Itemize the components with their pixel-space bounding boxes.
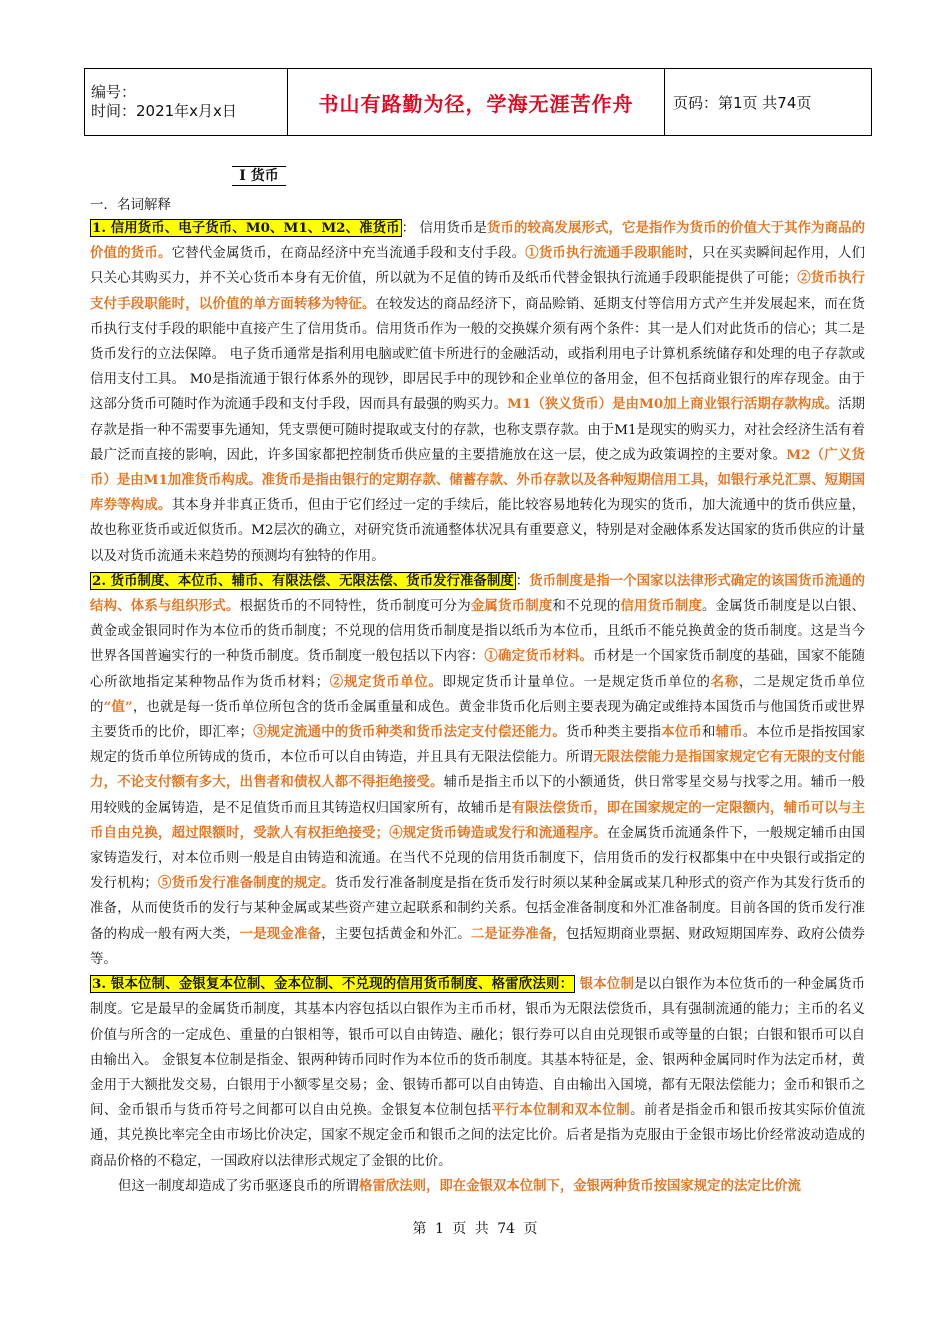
highlight-text: 银本位制	[579, 976, 635, 993]
highlight-text: 金属货币制度	[470, 598, 553, 615]
body-text: 包括短期商业票据、财政短期国库券、政府公债券等。	[90, 926, 866, 967]
highlight-text: M2（广义货币）是由M1加准货币构成。准货币是指由银行的定期存款、储蓄存款、外币存款以及各种短期信用工具，如银行承兑汇票、短期国库券等构成。	[90, 446, 865, 514]
term-heading: 3. 银本位制、金银复本位制、金本位制、不兑现的信用货币制度、格雷欣法则：	[92, 976, 574, 993]
body-text: 活期存款是指一种不需要事先通知，凭支票便可随时提取或支付的存款，也称支票存款。由于M1是现实的购买力，对社会经济生活有着最广泛而直接的影响，因此，许多国家都把控制货币供应量的主要措施放在这一层，使之成为政策调控的主要对象。	[90, 397, 866, 463]
body-text: 它替代金属货币，在商品经济中充当流通手段和支付手段。	[171, 246, 526, 262]
body-text: 是以白银作为本位货币的一种金属货币制度。它是最早的金属货币制度，其基本内容包括以白银作为主币币材，银币为无限法偿货币，具有强制流通的能力；主币的名义价值与所含的一定成色、重量的白银相等，银币可以自由铸造、融化；银行券可以自由兑现银币或等量的白银；白银和银币可以自由输出入。 金银复本位制是指金、银两种铸币同时作为本位币的货币制度。其基本特征是，金、银两种金属同时作为法定币材，黄金用于大额批发交易，白银用于小额零星交易；金、银铸币都可以自由铸造、自由输出入国境，都有无限法偿能力；金币和银币之间、金币银币与货币符号之间都可以自由兑换。金银复本位制包括	[90, 977, 866, 1119]
highlight-text: 格雷欣法则，即在金银双本位制下，金银两种货币按国家规定的法定比价流	[359, 1177, 801, 1194]
body-text: ，主要包括黄金和外汇。	[321, 926, 471, 942]
body-text: ：	[515, 573, 530, 589]
sub-heading: 一．名词解释	[90, 197, 171, 213]
highlight-text: ③规定流通中的货币种类和货币法定支付偿还能力。	[253, 724, 567, 741]
body-text: 辅币是指主币以下的小额通货，供日常零星交易与找零之用。辅币一般用较贱的金属铸造，是不足值货币而且其铸造权归国家所有，故辅币是	[90, 775, 866, 816]
body-text: 在金属货币流通条件下，一般规定辅币由国家铸造发行，对本位币则一般是自由铸造和流通。在当代不兑现的信用货币制度下，信用货币的发行权都集中在中央银行或指定的发行机构；	[90, 825, 866, 892]
term-heading: 1. 信用货币、电子货币、M0、M1、M2、准货币	[92, 220, 400, 236]
body-text: 。前者是指金币和银币按其实际价值流通，其兑换比率完全由市场比价决定，国家不规定金币和银币之间的法定比价。后者是指为克服由于金银市场比价经常波动造成的商品价格的不稳定，一国政府以法律形式规定了金银的比价。	[90, 1103, 866, 1169]
body-text: 和	[702, 725, 716, 741]
paragraph-credit-money	[90, 216, 865, 569]
body-text: ，也就是每一货币单位所包含的货币金属重量和成色。黄金非货币化后则主要表现为确定或维持本国货币与他国货币或世界主要货币的比价，即汇率；	[90, 699, 865, 741]
body-text: 货币发行准备制度是指在货币发行时须以某种金属或某几种形式的资产作为其发行货币的准备，从而使货币的发行与某种金属或某些资产建立起联系和制约关系。包括金准备制度和外汇准备制度。目前各国的货币发行准备的构成一般有两大类，	[90, 876, 866, 942]
term-heading: 2. 货币制度、本位币、辅币、有限法偿、无限法偿、货币发行准备制度	[92, 572, 514, 589]
paragraph-monetary-system	[90, 569, 865, 972]
highlight-text: M1（狭义货币）是由M0加上商业银行活期存款构成。	[507, 396, 839, 413]
body-text: 即规定货币计量单位。一是规定货币单位的	[442, 674, 711, 690]
header-meta	[85, 69, 288, 136]
body-text: ，二是规定货币单位的	[90, 674, 866, 715]
highlight-text: 货币制度是指一个国家以法律形式确定的该国货币流通的结构、体系与组织形式。	[90, 572, 866, 615]
paragraph-standards	[90, 972, 865, 1174]
highlight-text: 信用货币制度	[620, 598, 703, 615]
highlight-text: 平行本位制和双本位制	[491, 1102, 631, 1119]
body-text: 其本身并非真正货币，但由于它们经过一定的手续后，能比较容易地转化为现实的货币，加大流通中的货币供应量，故也称亚货币或近似货币。M2层次的确立，对研究货币流通整体状况具有重要意义，特别是对金融体系发达国家的货币供应的计量以及对货币流通未来趋势的预测均有独特的作用。	[90, 498, 866, 564]
highlight-text: ①货币执行流通手段职能时	[525, 245, 689, 262]
body-text: 根据货币的不同特性，货币制度可分为	[239, 599, 471, 615]
header-page-info: 页码：第1页 共74页	[665, 69, 872, 136]
body-text: 在较发达的商品经济下，商品赊销、延期支付等信用方式产生并发展起来，而在货币执行支付手段的职能中直接产生了信用货币。信用货币作为一般的交换媒介须有两个条件：其一是人们对此货币的信心；其二是货币发行的立法保障。 电子货币通常是指利用电脑或贮值卡所进行的金融活动，或指利用电子计算机系统储存和处理的电子存款或信用支付工具。 M0是指流通于银行体系外的现钞，即居民手中的现钞和企业单位的备用金，但不包括商业银行的库存现金。由于这部分货币可随时作为流通手段和支付手段，因而具有最强的购买力。	[90, 296, 866, 413]
body-text: 货币种类主要指	[566, 725, 662, 741]
header-table	[84, 68, 872, 136]
highlight-text: ②规定货币单位。	[329, 673, 443, 690]
document-time-label: 时间：2021年x月x日	[91, 102, 237, 120]
highlight-text: ⑤货币发行准备制度的规定。	[157, 875, 335, 892]
highlight-text: 二是证券准备，	[470, 925, 567, 942]
document-body	[90, 216, 865, 1199]
highlight-text: 本位币	[661, 724, 703, 741]
document-number-label: 编号：	[91, 83, 137, 101]
section-title: I 货币	[232, 166, 286, 186]
page-footer: 第 1 页 共 74 页	[412, 1221, 538, 1237]
header-motto: 书山有路勤为径，学海无涯苦作舟	[288, 69, 665, 136]
highlight-text: ①确定货币材料。	[484, 648, 594, 665]
highlight-text: “值”	[103, 698, 133, 715]
body-text: ，只在买卖瞬间起作用，人们只关心其购买力，并不关心货币本身有无价值，所以就为不足值的铸币及纸币代替金银执行流通手段职能提供了可能；	[90, 246, 866, 287]
highlight-text: 辅币	[715, 724, 743, 741]
highlight-text: 货币的较高发展形式，它是指作为货币的价值大于其作为商品的价值的货币。	[90, 220, 866, 262]
highlight-text: 无限法偿能力是指国家规定它有无限的支付能力，不论支付额有多大，出售者和债权人都不得拒绝接受。	[90, 749, 865, 791]
highlight-text: 有限法偿货币，即在国家规定的一定限额内，辅币可以与主币自由兑换，超过限额时，受款人有权拒绝接受；④规定货币铸造或发行和流通程序。	[90, 799, 866, 841]
body-text: 币材是一个国家货币制度的基础，国家不能随心所欲地指定某种物品作为货币材料；	[90, 649, 866, 690]
paragraph-greshams-law	[90, 1174, 865, 1199]
body-text: ： 信用货币是	[401, 221, 487, 236]
highlight-text: 一是现金准备	[239, 925, 322, 942]
body-text: 和不兑现的	[552, 599, 621, 615]
body-text: 。金属货币制度是以白银、黄金或金银同时作为本位币的货币制度；不兑现的信用货币制度是指以纸币为本位币，且纸币不能兑换黄金的货币制度。这是当今世界各国普遍实行的一种货币制度。货币制度一般包括以下内容：	[90, 599, 866, 665]
body-text: 但这一制度却造成了劣币驱逐良币的所谓	[118, 1178, 360, 1194]
body-text: 。本位币是指按国家规定的货币单位所铸成的货币，本位币可以自由铸造，并且具有无限法偿能力。所谓	[90, 725, 866, 766]
highlight-text: ②货币执行支付手段职能时，以价值的单方面转移为特征。	[90, 270, 866, 312]
highlight-text: 名称	[710, 673, 739, 690]
